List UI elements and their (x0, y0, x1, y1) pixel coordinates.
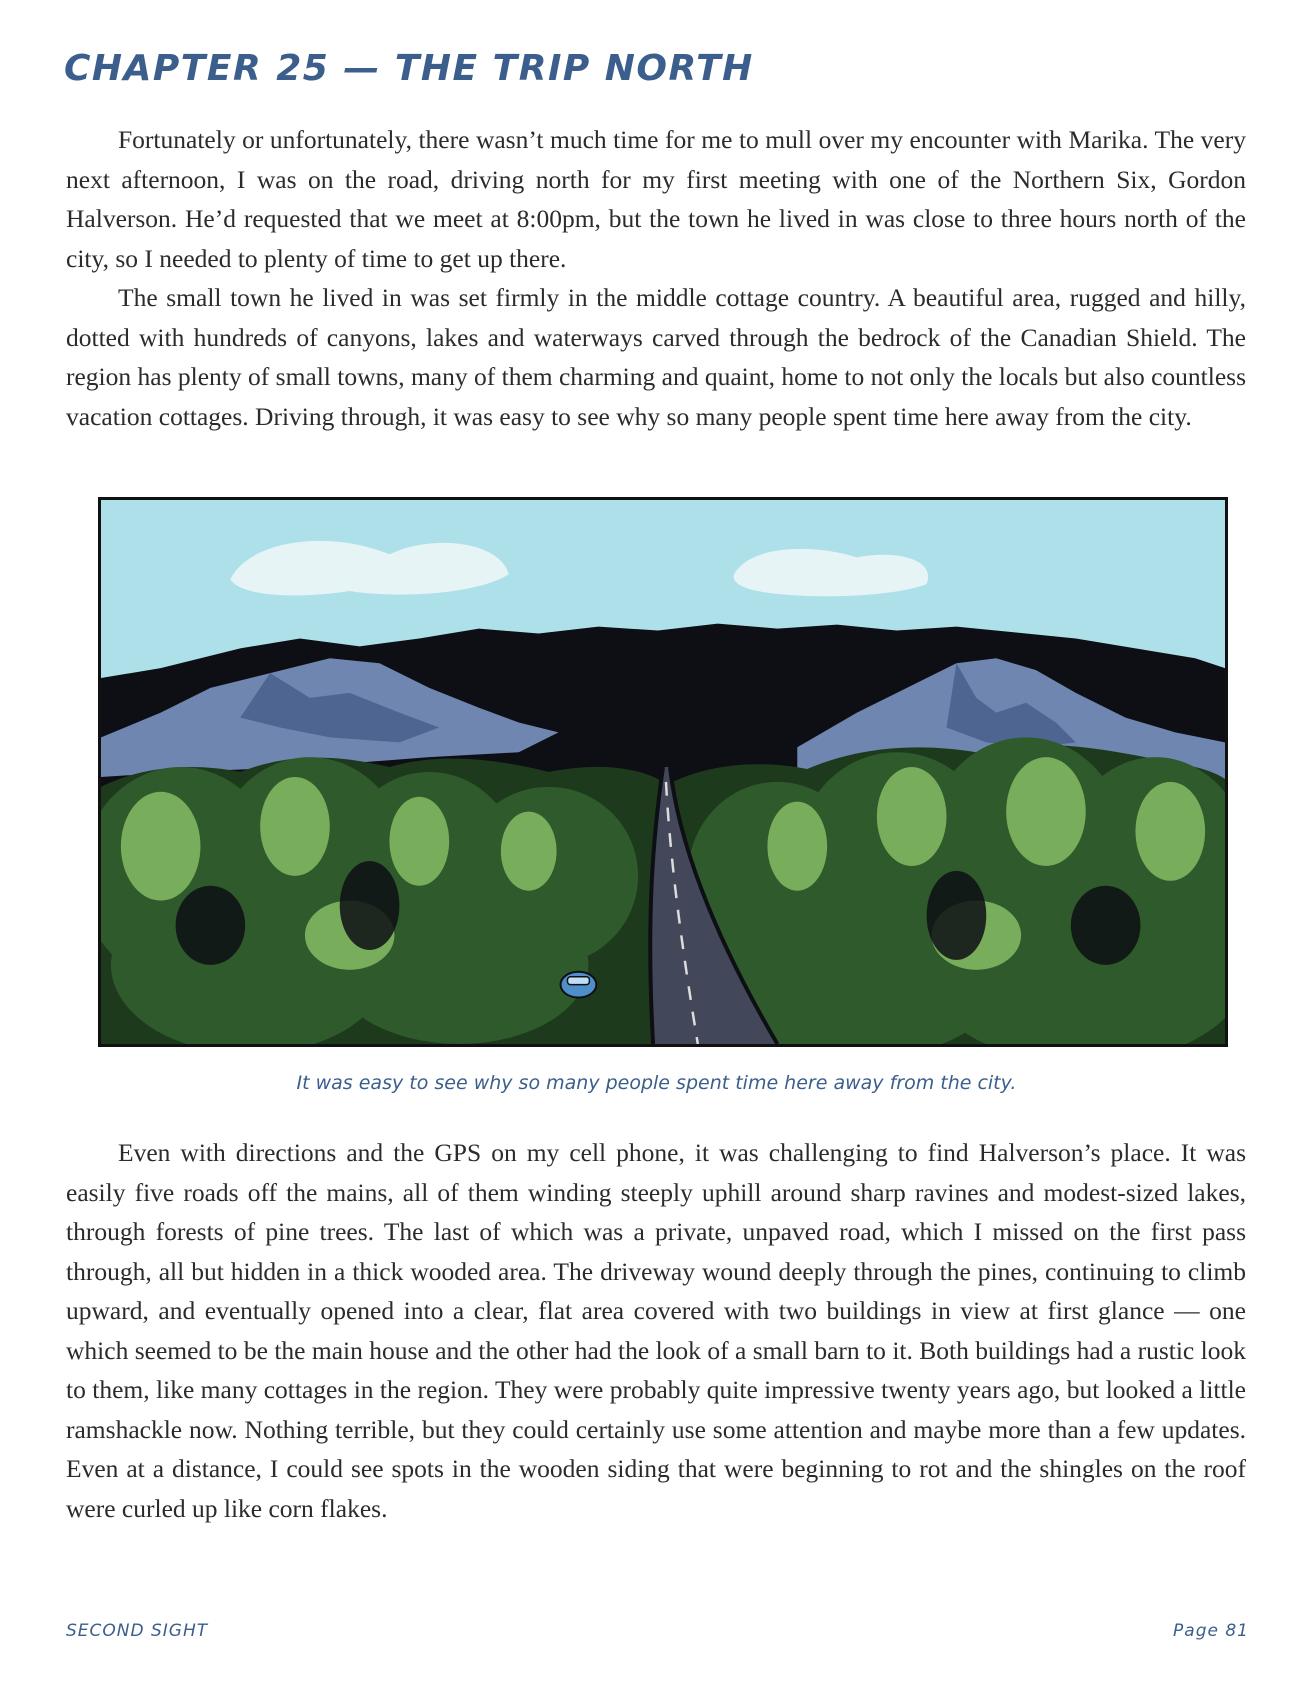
paragraph: The small town he lived in was set firmly in the middle cottage country. A beautiful area, rugged and hilly, dotted with hundreds of canyons, lakes and waterways carved through the bedrock of the Canadian Shield. The region has plenty of small towns, many of them charming and quaint, home to not only the locals but also countless vacation cottages. Driving through, it was easy to see why so many people spent time here away from the city. (66, 283, 1246, 431)
body-text-top (66, 120, 1246, 436)
footer-book-title: SECOND SIGHT (66, 1621, 209, 1641)
footer-page-number: Page 81 (1173, 1621, 1249, 1641)
figure-caption: It was easy to see why so many people spent time here away from the city. (296, 1072, 1017, 1094)
paragraph: Fortunately or unfortunately, there wasn’t much time for me to mull over my encounter with Marika. The very next afternoon, I was on the road, driving north for my first meeting with one of the Northern Six, Gordon Halverson. He’d requested that we meet at 8:00pm, but the town he lived in was close to three hours north of the city, so I needed to plenty of time to get up there. (66, 125, 1246, 273)
paragraph: Even with directions and the GPS on my cell phone, it was challenging to find Halverson’s place. It was easily five roads off the mains, all of them winding steeply uphill around sharp ravines and modest-sized lakes, through forests of pine trees. The last of which was a private, unpaved road, which I missed on the first pass through, all but hidden in a thick wooded area. The driveway wound deeply through the pines, continuing to climb upward, and eventually opened into a clear, flat area covered with two buildings in view at first glance — one which seemed to be the main house and the other had the look of a small barn to it. Both buildings had a rustic look to them, like many cottages in the region. They were probably quite impressive twenty years ago, but looked a little ramshackle now. Nothing terrible, but they could certainly use some attention and maybe more than a few updates. Even at a distance, I could see spots in the wooden siding that were beginning to rot and the shingles on the roof were curled up like corn flakes. (66, 1138, 1246, 1523)
car (561, 972, 597, 998)
chapter-title: CHAPTER 25 — THE TRIP NORTH (64, 48, 754, 89)
road-illustration (98, 497, 1228, 1047)
forest-road-drawing (101, 500, 1225, 1044)
body-text-bottom (66, 1133, 1246, 1528)
